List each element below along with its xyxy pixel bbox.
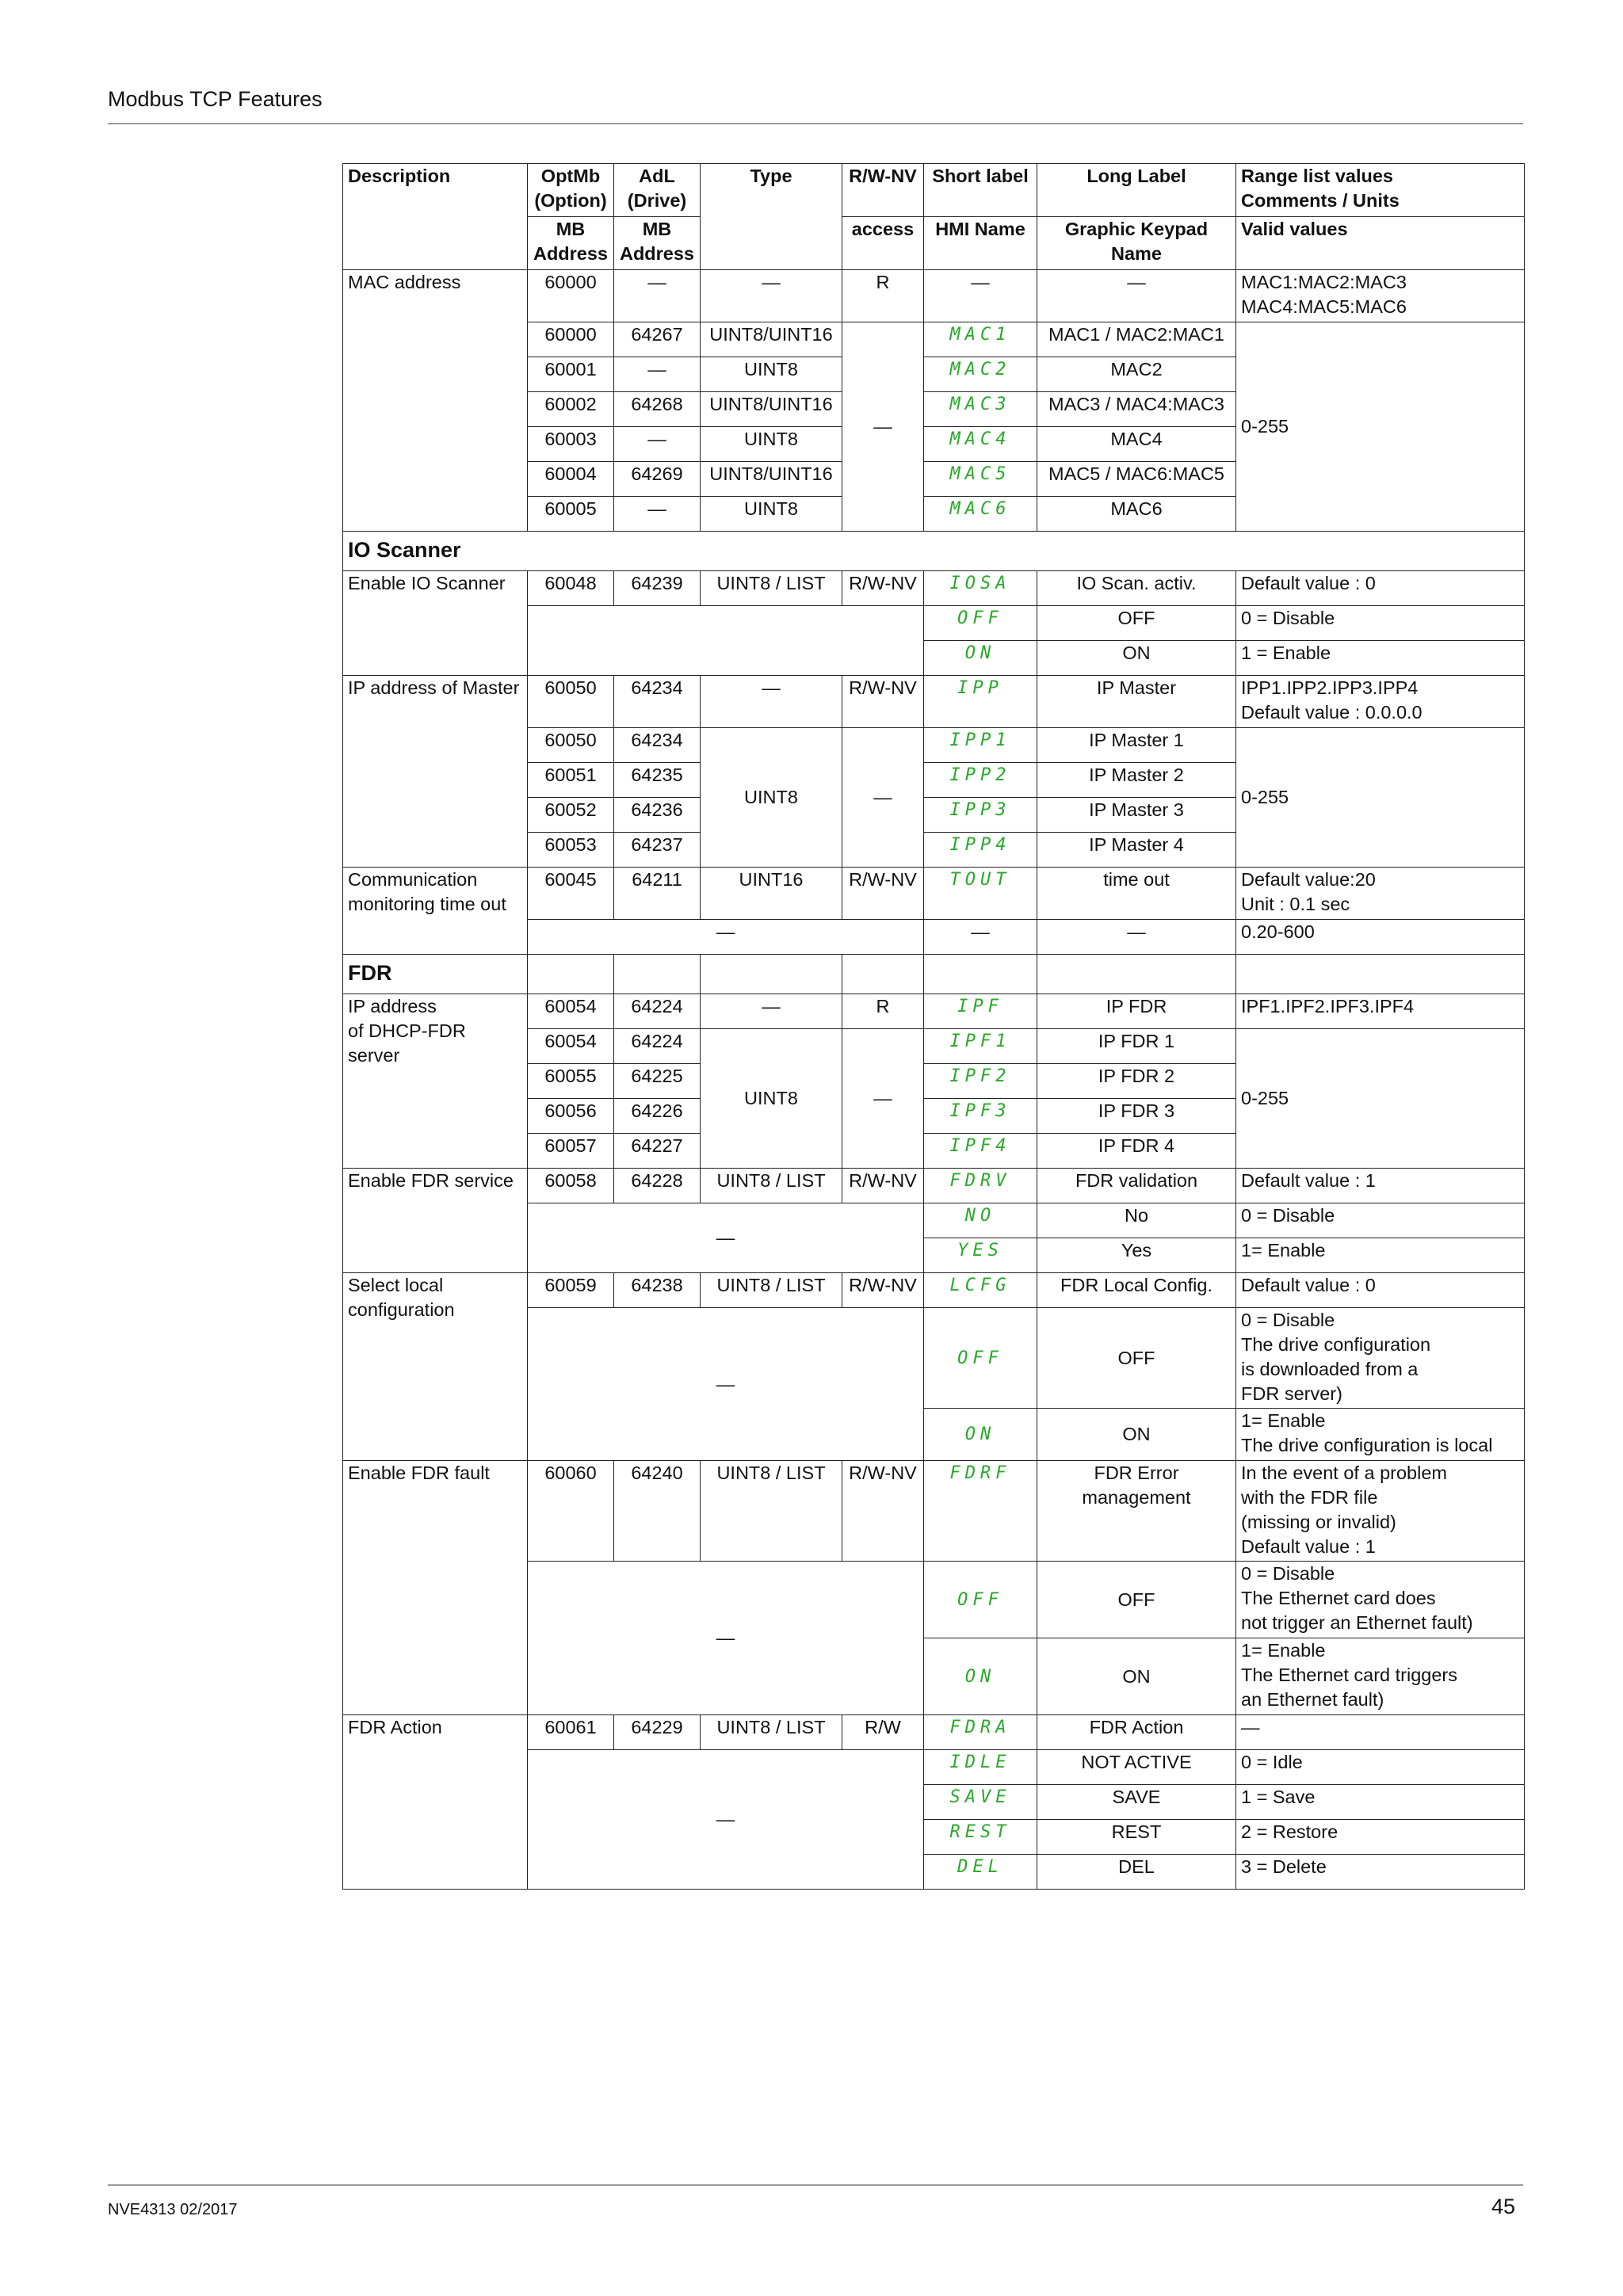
- cell-type: UINT8 / LIST: [701, 1169, 842, 1203]
- cell-access: R/W-NV: [842, 1169, 924, 1203]
- param-description: IP address of Master: [343, 676, 528, 868]
- hmi-lcd-code: IPF2: [924, 1064, 1037, 1099]
- empty-cell: [1236, 955, 1525, 994]
- cell-optmb: 60058: [528, 1169, 614, 1203]
- cell-optmb: 60060: [528, 1461, 614, 1562]
- col-header-hmi-name: HMI Name: [924, 217, 1037, 270]
- cell-range: 0 = Disable The Ethernet card does not trigger an Ethernet fault): [1236, 1562, 1525, 1638]
- footer-doc-reference: NVE4313 02/2017: [108, 2201, 238, 2218]
- hmi-lcd-code: ON: [924, 1409, 1037, 1461]
- cell-merged: —: [528, 1203, 924, 1273]
- cell-type: UINT8: [701, 1029, 842, 1169]
- table-row: [343, 270, 1525, 322]
- cell-keypad: FDR Local Config.: [1037, 1273, 1236, 1308]
- cell-keypad: FDR validation: [1037, 1169, 1236, 1203]
- cell-access: —: [842, 322, 924, 532]
- cell-optmb: 60059: [528, 1273, 614, 1308]
- hmi-lcd-code: IPP4: [924, 833, 1037, 868]
- cell-merged: —: [528, 1750, 924, 1890]
- col-header-mb-address-opt: MB Address: [528, 217, 614, 270]
- parameter-table: [342, 163, 1525, 1890]
- cell-range: 3 = Delete: [1236, 1855, 1525, 1890]
- cell-range: 1 = Enable: [1236, 641, 1525, 676]
- cell-range: Default value : 1: [1236, 1169, 1525, 1203]
- cell-range: 0 = Disable: [1236, 606, 1525, 641]
- table-row: [343, 1715, 1525, 1750]
- cell-keypad: Yes: [1037, 1238, 1236, 1273]
- cell-adl: 64211: [614, 868, 701, 920]
- cell-keypad: No: [1037, 1203, 1236, 1238]
- cell-range: IPF1.IPF2.IPF3.IPF4: [1236, 994, 1525, 1029]
- cell-range: 0-255: [1236, 1029, 1525, 1169]
- table-row: [343, 868, 1525, 920]
- cell-type: UINT8: [701, 357, 842, 392]
- cell-access: R/W-NV: [842, 1273, 924, 1308]
- section-row-io-scanner: [343, 532, 1525, 571]
- col-header-long-label: Long Label: [1037, 164, 1236, 217]
- hmi-lcd-code: MAC2: [924, 357, 1037, 392]
- cell-access: —: [842, 728, 924, 868]
- table-row: [343, 571, 1525, 606]
- cell-access: R/W-NV: [842, 571, 924, 606]
- param-description: FDR Action: [343, 1715, 528, 1890]
- cell-type: UINT8: [701, 728, 842, 868]
- cell-type: UINT8 / LIST: [701, 571, 842, 606]
- cell-range: 0 = Idle: [1236, 1750, 1525, 1785]
- cell-range: 0 = Disable: [1236, 1203, 1525, 1238]
- hmi-lcd-code: REST: [924, 1820, 1037, 1855]
- cell-adl: 64225: [614, 1064, 701, 1099]
- hmi-lcd-code: LCFG: [924, 1273, 1037, 1308]
- cell-range: IPP1.IPP2.IPP3.IPP4 Default value : 0.0.0.0: [1236, 676, 1525, 728]
- cell-type: UINT8 / LIST: [701, 1461, 842, 1562]
- cell-adl: 64228: [614, 1169, 701, 1203]
- cell-merged: —: [528, 1562, 924, 1715]
- cell-access: R/W-NV: [842, 868, 924, 920]
- cell-keypad: IP FDR 4: [1037, 1134, 1236, 1169]
- cell-keypad: IP FDR: [1037, 994, 1236, 1029]
- cell-keypad: ON: [1037, 1409, 1236, 1461]
- hmi-lcd-code: DEL: [924, 1855, 1037, 1890]
- cell-keypad: IP FDR 2: [1037, 1064, 1236, 1099]
- cell-range: Default value : 0: [1236, 571, 1525, 606]
- cell-range: 1= Enable The drive configuration is local: [1236, 1409, 1525, 1461]
- cell-keypad: MAC1 / MAC2:MAC1: [1037, 322, 1236, 357]
- hmi-lcd-code: SAVE: [924, 1785, 1037, 1820]
- cell-access: —: [842, 1029, 924, 1169]
- cell-type: UINT16: [701, 868, 842, 920]
- section-title: FDR: [343, 955, 528, 994]
- cell-type: UINT8/UINT16: [701, 392, 842, 427]
- col-header-range: Range list values Comments / Units: [1236, 164, 1525, 217]
- cell-range: 0-255: [1236, 728, 1525, 868]
- hmi-lcd-code: MAC3: [924, 392, 1037, 427]
- cell-keypad: OFF: [1037, 606, 1236, 641]
- table-row: [343, 1169, 1525, 1203]
- cell-hmi: —: [924, 270, 1037, 322]
- table-row: [343, 676, 1525, 728]
- cell-optmb: 60050: [528, 728, 614, 763]
- cell-merged: —: [528, 1308, 924, 1461]
- empty-cell: [701, 955, 842, 994]
- hmi-lcd-code: IPP2: [924, 763, 1037, 798]
- cell-optmb: 60000: [528, 322, 614, 357]
- param-description: Select local configuration: [343, 1273, 528, 1461]
- cell-keypad: IP Master 3: [1037, 798, 1236, 833]
- cell-adl: 64229: [614, 1715, 701, 1750]
- cell-adl: 64234: [614, 728, 701, 763]
- cell-range: Default value:20 Unit : 0.1 sec: [1236, 868, 1525, 920]
- table-header-row: [343, 164, 1525, 217]
- hmi-lcd-code: IPP1: [924, 728, 1037, 763]
- footer-divider: [108, 2184, 1523, 2186]
- cell-keypad: —: [1037, 270, 1236, 322]
- hmi-lcd-code: FDRV: [924, 1169, 1037, 1203]
- col-header-valid-values: Valid values: [1236, 217, 1525, 270]
- cell-keypad: IP Master: [1037, 676, 1236, 728]
- cell-range: 1= Enable The Ethernet card triggers an Ethernet fault): [1236, 1638, 1525, 1715]
- cell-adl: —: [614, 427, 701, 462]
- cell-range: 0.20-600: [1236, 920, 1525, 955]
- hmi-lcd-code: IPF4: [924, 1134, 1037, 1169]
- cell-adl: 64237: [614, 833, 701, 868]
- cell-adl: 64269: [614, 462, 701, 497]
- cell-keypad: —: [1037, 920, 1236, 955]
- hmi-lcd-code: OFF: [924, 1562, 1037, 1638]
- cell-keypad: time out: [1037, 868, 1236, 920]
- cell-range: 1= Enable: [1236, 1238, 1525, 1273]
- cell-adl: —: [614, 497, 701, 532]
- cell-keypad: OFF: [1037, 1562, 1236, 1638]
- cell-keypad: MAC5 / MAC6:MAC5: [1037, 462, 1236, 497]
- page-header-title: Modbus TCP Features: [108, 87, 323, 111]
- cell-type: UINT8 / LIST: [701, 1273, 842, 1308]
- hmi-lcd-code: IPP: [924, 676, 1037, 728]
- cell-type: UINT8/UINT16: [701, 322, 842, 357]
- cell-optmb: 60061: [528, 1715, 614, 1750]
- cell-keypad: NOT ACTIVE: [1037, 1750, 1236, 1785]
- cell-adl: 64234: [614, 676, 701, 728]
- cell-optmb: 60052: [528, 798, 614, 833]
- cell-type: UINT8/UINT16: [701, 462, 842, 497]
- cell-adl: 64239: [614, 571, 701, 606]
- cell-type: UINT8: [701, 497, 842, 532]
- cell-keypad: MAC6: [1037, 497, 1236, 532]
- cell-range: MAC1:MAC2:MAC3 MAC4:MAC5:MAC6: [1236, 270, 1525, 322]
- cell-type: —: [701, 994, 842, 1029]
- cell-adl: —: [614, 270, 701, 322]
- empty-cell: [842, 955, 924, 994]
- header-divider: [108, 123, 1523, 124]
- cell-keypad: MAC3 / MAC4:MAC3: [1037, 392, 1236, 427]
- cell-access: R/W-NV: [842, 1461, 924, 1562]
- cell-keypad: FDR Action: [1037, 1715, 1236, 1750]
- cell-access: R/W: [842, 1715, 924, 1750]
- cell-access: R: [842, 994, 924, 1029]
- cell-keypad: IP Master 1: [1037, 728, 1236, 763]
- col-header-rwnv: R/W-NV: [842, 164, 924, 217]
- cell-keypad: IP FDR 1: [1037, 1029, 1236, 1064]
- cell-keypad: MAC4: [1037, 427, 1236, 462]
- hmi-lcd-code: ON: [924, 641, 1037, 676]
- cell-optmb: 60050: [528, 676, 614, 728]
- cell-keypad: REST: [1037, 1820, 1236, 1855]
- empty-cell: [924, 955, 1037, 994]
- cell-hmi: —: [924, 920, 1037, 955]
- cell-keypad: MAC2: [1037, 357, 1236, 392]
- hmi-lcd-code: FDRF: [924, 1461, 1037, 1562]
- cell-keypad: ON: [1037, 641, 1236, 676]
- param-description: Enable FDR fault: [343, 1461, 528, 1715]
- empty-cell: [1037, 955, 1236, 994]
- hmi-lcd-code: MAC4: [924, 427, 1037, 462]
- empty-cell: [614, 955, 701, 994]
- cell-keypad: IP FDR 3: [1037, 1099, 1236, 1134]
- hmi-lcd-code: OFF: [924, 606, 1037, 641]
- param-description: Communication monitoring time out: [343, 868, 528, 955]
- cell-adl: 64236: [614, 798, 701, 833]
- cell-type: UINT8 / LIST: [701, 1715, 842, 1750]
- hmi-lcd-code: IDLE: [924, 1750, 1037, 1785]
- cell-access: R: [842, 270, 924, 322]
- cell-optmb: 60054: [528, 1029, 614, 1064]
- cell-type: UINT8: [701, 427, 842, 462]
- cell-adl: 64240: [614, 1461, 701, 1562]
- hmi-lcd-code: OFF: [924, 1308, 1037, 1409]
- cell-optmb: 60053: [528, 833, 614, 868]
- cell-range: —: [1236, 1715, 1525, 1750]
- cell-keypad: DEL: [1037, 1855, 1236, 1890]
- cell-adl: 64267: [614, 322, 701, 357]
- table-row: [343, 994, 1525, 1029]
- cell-optmb: 60056: [528, 1099, 614, 1134]
- cell-keypad: OFF: [1037, 1308, 1236, 1409]
- param-description: IP address of DHCP-FDR server: [343, 994, 528, 1169]
- cell-type: —: [701, 270, 842, 322]
- page-number: 45: [1491, 2195, 1516, 2218]
- hmi-lcd-code: MAC5: [924, 462, 1037, 497]
- cell-keypad: ON: [1037, 1638, 1236, 1715]
- cell-optmb: 60003: [528, 427, 614, 462]
- hmi-lcd-code: NO: [924, 1203, 1037, 1238]
- param-description: Enable IO Scanner: [343, 571, 528, 676]
- param-description: MAC address: [343, 270, 528, 532]
- hmi-lcd-code: IPF: [924, 994, 1037, 1029]
- col-header-access: access: [842, 217, 924, 270]
- cell-optmb: 60000: [528, 270, 614, 322]
- hmi-lcd-code: YES: [924, 1238, 1037, 1273]
- cell-access: R/W-NV: [842, 676, 924, 728]
- cell-keypad: FDR Error management: [1037, 1461, 1236, 1562]
- cell-adl: 64238: [614, 1273, 701, 1308]
- cell-keypad: IP Master 4: [1037, 833, 1236, 868]
- hmi-lcd-code: TOUT: [924, 868, 1037, 920]
- cell-range: Default value : 0: [1236, 1273, 1525, 1308]
- hmi-lcd-code: ON: [924, 1638, 1037, 1715]
- cell-optmb: 60055: [528, 1064, 614, 1099]
- cell-adl: 64227: [614, 1134, 701, 1169]
- empty-cell: [528, 606, 924, 676]
- hmi-lcd-code: MAC6: [924, 497, 1037, 532]
- col-header-adl: AdL (Drive): [614, 164, 701, 217]
- cell-range: 0 = Disable The drive configuration is downloaded from a FDR server): [1236, 1308, 1525, 1409]
- param-description: Enable FDR service: [343, 1169, 528, 1273]
- cell-optmb: 60002: [528, 392, 614, 427]
- cell-range: In the event of a problem with the FDR file (missing or invalid) Default value : 1: [1236, 1461, 1525, 1562]
- cell-optmb: 60045: [528, 868, 614, 920]
- cell-merged: —: [528, 920, 924, 955]
- cell-optmb: 60054: [528, 994, 614, 1029]
- col-header-type: Type: [701, 164, 842, 270]
- table-row: [343, 1273, 1525, 1308]
- hmi-lcd-code: MAC1: [924, 322, 1037, 357]
- cell-type: —: [701, 676, 842, 728]
- hmi-lcd-code: IPF3: [924, 1099, 1037, 1134]
- hmi-lcd-code: IOSA: [924, 571, 1037, 606]
- cell-adl: 64224: [614, 994, 701, 1029]
- cell-adl: 64268: [614, 392, 701, 427]
- col-header-keypad-name: Graphic Keypad Name: [1037, 217, 1236, 270]
- col-header-optmb: OptMb (Option): [528, 164, 614, 217]
- cell-keypad: IP Master 2: [1037, 763, 1236, 798]
- cell-keypad: IO Scan. activ.: [1037, 571, 1236, 606]
- table-row: [343, 1461, 1525, 1562]
- section-title: IO Scanner: [343, 532, 1525, 571]
- cell-optmb: 60001: [528, 357, 614, 392]
- hmi-lcd-code: FDRA: [924, 1715, 1037, 1750]
- hmi-lcd-code: IPF1: [924, 1029, 1037, 1064]
- cell-optmb: 60048: [528, 571, 614, 606]
- cell-adl: 64226: [614, 1099, 701, 1134]
- cell-optmb: 60004: [528, 462, 614, 497]
- cell-range: 0-255: [1236, 322, 1525, 532]
- col-header-mb-address-drive: MB Address: [614, 217, 701, 270]
- cell-range: 2 = Restore: [1236, 1820, 1525, 1855]
- cell-optmb: 60051: [528, 763, 614, 798]
- cell-adl: 64235: [614, 763, 701, 798]
- cell-optmb: 60057: [528, 1134, 614, 1169]
- col-header-description: Description: [343, 164, 528, 270]
- cell-adl: 64224: [614, 1029, 701, 1064]
- cell-adl: —: [614, 357, 701, 392]
- cell-keypad: SAVE: [1037, 1785, 1236, 1820]
- empty-cell: [528, 955, 614, 994]
- cell-optmb: 60005: [528, 497, 614, 532]
- section-row-fdr: [343, 955, 1525, 994]
- hmi-lcd-code: IPP3: [924, 798, 1037, 833]
- col-header-short-label: Short label: [924, 164, 1037, 217]
- cell-range: 1 = Save: [1236, 1785, 1525, 1820]
